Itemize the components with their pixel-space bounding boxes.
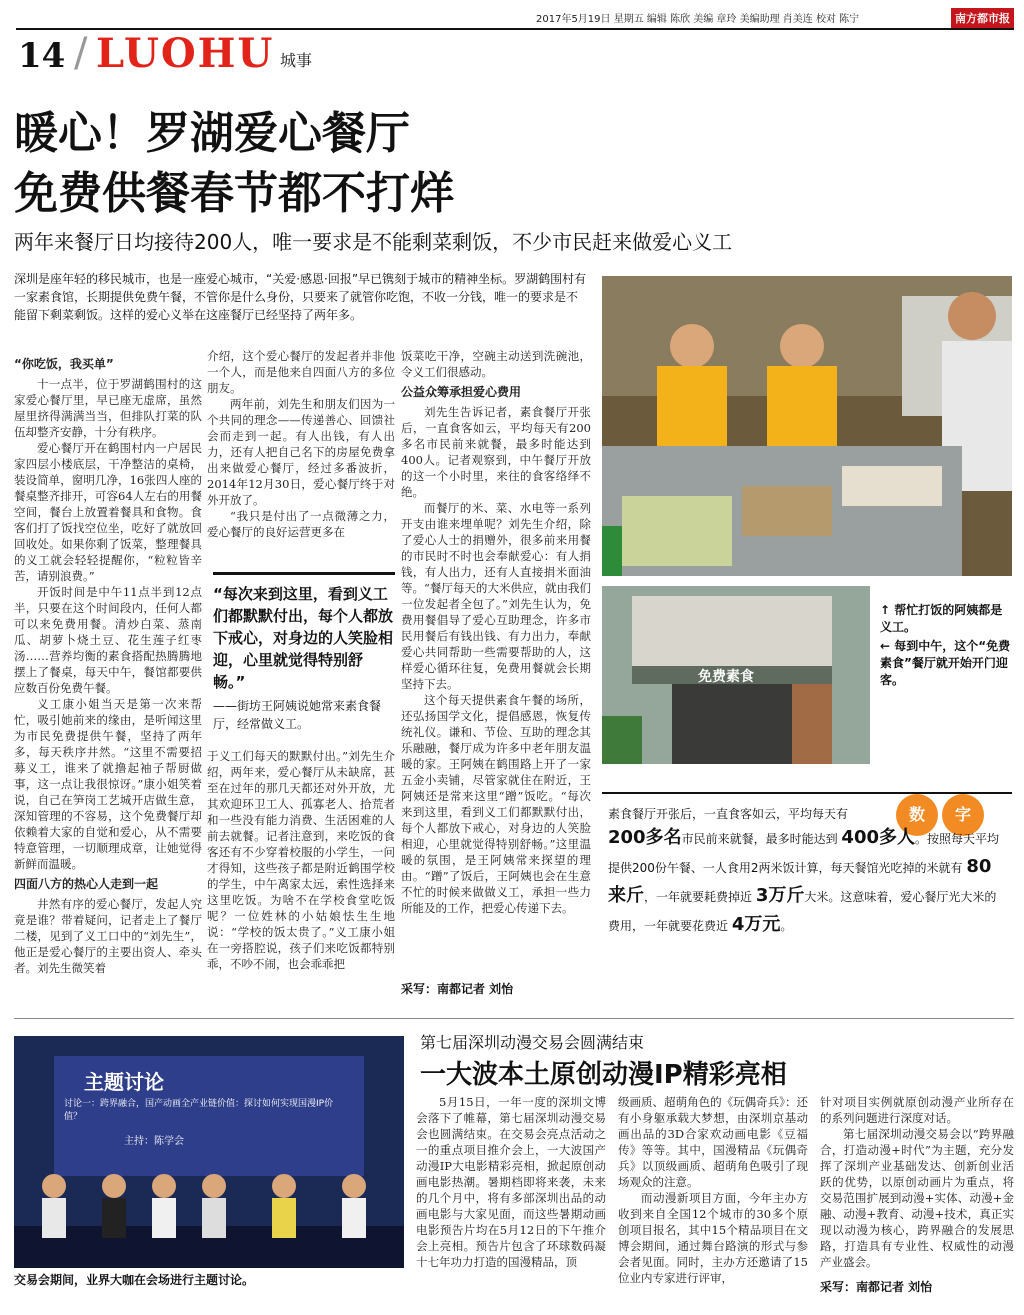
headline-line-2: 免费供餐春节都不打烊 bbox=[14, 168, 454, 219]
badge-shu: 数 bbox=[896, 794, 938, 836]
paragraph: 这个每天提供素食午餐的场所，还弘扬国学文化，提倡感恩，恢复传统礼仪。谦和、节俭、互助的理念其乐融融，餐厅成为许多中老年朋友温暖的家。王阿姨在鹤围路上开了一家五金小卖铺，尽管家就住在附近，王阿姨还是常来这里“蹭”饭吃。“每次来到这里，看到义工们都默默付出，每个人都放下戒心，对身边的人笑脸相迎，心里就觉得特别舒畅。”这里温暖的氛围，是王阿姨常来探望的理由。“蹭”了饭后，王阿姨也会在生意不忙的时候来做做义工，承担一些力所能及的工作，把爱心传递下去。 bbox=[401, 693, 591, 915]
section-subtitle: 城事 bbox=[280, 51, 313, 70]
byline: 采写：南都记者 刘怡 bbox=[401, 982, 514, 996]
lead-paragraph: 深圳是座年轻的移民城市，也是一座爱心城市，“关爱·感恩·回报”早已镌刻于城市的精神坐标。罗湖鹤围村有一家素食馆，长期提供免费午餐，不管你是什么身份，只要来了就管你吃饱，不收一分钱，唯一的要求是不能留下剩菜剩饭。这样的爱心义举在这座餐厅已经坚持了两年多。 bbox=[14, 272, 587, 322]
article2-column-3 bbox=[820, 1094, 1014, 1274]
stage-title: 主题讨论 bbox=[84, 1070, 164, 1094]
article-column-2-bottom bbox=[207, 748, 395, 1010]
paragraph: 5月15日，一年一度的深圳文博会落下了帷幕，第七届深圳动漫交易会也圆满结束。在交易会亮点活动之一的重点项目推介会上，一大波国产动漫IP大电影精彩亮相，掀起原创动画电影热潮。暑期档即将来袭，未来的几个月中，将有多部深圳出品的动画电影与大家见面，而这些暑期动画电影预告片均在5月12日的下午推介会上亮相。预告片包含了环球数码凝十七年功力打造的国漫精品，顶 bbox=[416, 1095, 606, 1269]
stage-subtitle: 讨论一：跨界融合，国产动画全产业链价值：探讨如何实现国漫IP价值？ bbox=[64, 1099, 334, 1122]
fact-text: 市民前来就餐，最多时能达到 bbox=[681, 832, 838, 846]
fact-number: 200多名 bbox=[608, 827, 682, 848]
photo-caption-1: ↑ 帮忙打饭的阿姨都是义工。 bbox=[880, 603, 1003, 634]
forum-caption: 交易会期间，业界大咖在会场进行主题讨论。 bbox=[14, 1273, 255, 1287]
fact-text: ，一年就要耗费掉近 bbox=[644, 890, 753, 904]
paragraph: 开饭时间是中午11点半到12点半，只要在这个时间段内，任何人都可以来免费用餐。清炒白菜、蒸南瓜、胡萝卜烧土豆、花生莲子红枣汤……营养均衡的素食搭配热腾腾地摆上了餐桌，每天中午，餐馆都要供应数百份免费午餐。 bbox=[14, 585, 202, 695]
section-divider bbox=[14, 1018, 1014, 1019]
factbox-text-2 bbox=[608, 824, 1008, 940]
forum-illustration bbox=[14, 1036, 404, 1268]
fact-number: 400多人 bbox=[841, 827, 915, 848]
fact-number: 3万斤 bbox=[755, 885, 805, 906]
paragraph: 义工康小姐当天是第一次来帮忙，吸引她前来的缘由，是听闻这里为市民免费提供午餐，坚持了两年多，每天秩序井然。“这里不需要招募义工，谁来了就撸起袖子帮厨做事，这一点让我很惊讶。”康小姐笑着说，自己在笋岗工艺城开店做生意，深知管理的不容易，这个免费餐厅却依赖着大家的自觉和爱心，从不需要特意管理，一切顺理成章，让她觉得新鲜而温暖。 bbox=[14, 697, 202, 871]
canteen-photo bbox=[602, 276, 1012, 576]
paragraph: 刘先生告诉记者，素食餐厅开张后，一直食客如云，平均每天有200多名市民前来就餐，最多时能达到400人。记者观察到，中午餐厅开放的这一个小时里，来往的食客络绎不绝。 bbox=[401, 405, 591, 499]
canteen-illustration bbox=[602, 276, 1012, 576]
storefront-photo bbox=[602, 586, 870, 764]
article-column-2-top bbox=[207, 348, 395, 566]
paragraph: 井然有序的爱心餐厅，发起人究竟是谁？带着疑问，记者走上了餐厅二楼，见到了义工口中的“刘先生”，他正是爱心餐厅的主要出资人、牵头者。刘先生微笑着 bbox=[14, 897, 202, 975]
article2-preheadline: 第七届深圳动漫交易会圆满结束 bbox=[420, 1033, 645, 1052]
subheadline: 两年来餐厅日均接待200人，唯一要求是不能剩菜剩饭，不少市民赶来做爱心义工 bbox=[14, 230, 733, 254]
article2-column-2 bbox=[618, 1094, 808, 1294]
article2-headline: 一大波本土原创动漫IP精彩亮相 bbox=[420, 1060, 787, 1090]
paragraph: 于义工们每天的默默付出。”刘先生介绍，两年来，爱心餐厅从未缺席，甚至在过年的那几天都还对外开放，尤其欢迎环卫工人、孤寡老人、拾荒者和一些没有能力消费、生活困难的人前去就餐。记者注意到，来吃饭的食客还有不少穿着校服的小学生，一问才得知，这些孩子都是附近鹤围学校的学生，中午离家太远，索性选择来这里吃饭。为啥不在学校食堂吃饭呢？一位姓林的小姑娘怯生生地说：“学校的饭太贵了。”义工康小姐在一旁搭腔说，孩子们来吃饭都特别乖，不吵不闹，也会乖乖把 bbox=[207, 749, 395, 971]
page-number: 14 bbox=[18, 36, 66, 76]
paper-logo: 南方都市报 bbox=[951, 8, 1014, 28]
paragraph: “我只是付出了一点微薄之力，爱心餐厅的良好运营更多在 bbox=[207, 509, 395, 539]
article2-column-1 bbox=[416, 1094, 606, 1294]
paragraph: 爱心餐厅开在鹤围村内一户居民家四层小楼底层，干净整洁的桌椅，装设简单，窗明几净，16张四人座的餐桌整齐排开，可容64人左右的用餐空间，餐台上放置着餐具和食物。食客们打了饭找空位坐，吃好了就放回回收处。如果你剩了饭菜，整理餐具的义工就会轻轻提醒你，“粒粒皆辛苦，请别浪费。” bbox=[14, 441, 202, 583]
fact-text: 。按照每天平均提供200份午餐、一人食用2两米饭计算，每天餐馆光吃掉的米就有 bbox=[608, 832, 1000, 875]
headline-line-1: 暖心！罗湖爱心餐厅 bbox=[14, 108, 410, 159]
numbers-factbox bbox=[602, 792, 1012, 1010]
storefront-sign: 免费素食 bbox=[698, 669, 754, 685]
subtitle-3: 公益众筹承担爱心费用 bbox=[401, 385, 522, 399]
article2-byline: 采写：南都记者 刘怡 bbox=[820, 1280, 933, 1294]
paragraph: 饭菜吃干净，空碗主动送到洗碗池，令义工们很感动。 bbox=[401, 349, 591, 379]
paragraph: 十一点半，位于罗湖鹤围村的这家爱心餐厅里，早已座无虚席，虽然屋里挤得满满当当，但排队打菜的队伍却整齐安静，十分有秩序。 bbox=[14, 377, 202, 439]
paragraph: 针对项目实例就原创动漫产业所存在的系列问题进行深度对话。 bbox=[820, 1095, 1014, 1125]
fact-number: 4万元 bbox=[731, 914, 781, 935]
section-name: LUOHU bbox=[96, 30, 275, 77]
subtitle-2: 四面八方的热心人走到一起 bbox=[14, 877, 159, 891]
main-headline bbox=[14, 104, 614, 224]
forum-photo bbox=[14, 1036, 404, 1268]
fact-number: 80来斤 bbox=[608, 856, 992, 906]
photo-caption-2: ← 每到中午，这个“免费素食”餐厅就开始开门迎客。 bbox=[880, 639, 1011, 687]
pull-quote bbox=[213, 572, 395, 733]
paragraph: 而餐厅的米、菜、水电等一系列开支由谁来埋单呢？刘先生介绍，除了爱心人士的捐赠外，很多前来用餐的市民时不时也会奉献爱心：有人捐钱，有人出力，还有人直接捐米面油等。“餐厅每天的大米供应，就由我们一位发起者全包了。”刘先生认为，免费用餐倡导了爱心互助理念，许多市民用餐后有钱出钱、有力出力，奉献爱心共同帮助一些需要帮助的人，这样爱心循环往复，免费用餐就会长期坚持下去。 bbox=[401, 501, 591, 691]
paragraph: 介绍，这个爱心餐厅的发起者并非他一个人，而是他来自四面八方的多位朋友。 bbox=[207, 349, 395, 395]
masthead-bar bbox=[16, 6, 1014, 30]
paragraph: 级画质、超萌角色的《玩偶奇兵》：还有小身躯承载大梦想，由深圳京基动画出品的3D合家欢动画电影《豆福传》等等。其中，国漫精品《玩偶奇兵》以顶级画质、超萌角色吸引了现场观众的注意。 bbox=[618, 1095, 808, 1189]
paragraph: 两年前，刘先生和朋友们因为一个共同的理念——传递善心、回馈社会而走到一起。有人出钱，有人出力，还有人把自己名下的房屋免费拿出来做爱心餐厅，经过多番波折，2014年12月30日，爱心餐厅终于对外开放了。 bbox=[207, 397, 395, 507]
subtitle-1: “你吃饭，我买单” bbox=[14, 357, 114, 371]
pull-quote-text: “每次来到这里，看到义工们都默默付出，每个人都放下戒心，对身边的人笑脸相迎，心里就觉得特别舒畅。” bbox=[213, 585, 394, 691]
badge-zi: 字 bbox=[942, 794, 984, 836]
issue-info: 2017年5月19日 星期五 编辑 陈欣 美编 章玲 美编助理 肖美连 校对 陈宁 bbox=[536, 14, 860, 25]
stage-host: 主持：陈学会 bbox=[124, 1136, 184, 1147]
paragraph: 第七届深圳动漫交易会以“跨界融合，打造动漫+时代”为主题，充分发挥了深圳产业基础发达、创新创业活跃的优势，以原创动画片为重点，将交易范围扩展到动漫+实体、动漫+金融、动漫+教育、动漫+技术，真正实现以动漫为核心，跨界融合的发展思路，打造具有专业性、权威性的动漫产业盛会。 bbox=[820, 1127, 1014, 1269]
fact-text: 。 bbox=[780, 919, 793, 933]
pull-quote-source: ——街坊王阿姨说她常来素食餐厅，经常做义工。 bbox=[213, 699, 382, 731]
paragraph: 而动漫新项目方面，今年主办方收到来自全国12个城市的30多个原创项目报名，其中15个精品项目在文博会期间，通过舞台路演的形式与参会者见面。同时，主办方还邀请了15位业内专家进行评审， bbox=[618, 1191, 808, 1285]
fact-text: 大米。这意味着，爱心餐厅光大米的费用，一年就要花费近 bbox=[608, 890, 997, 933]
fact-text: 素食餐厅开张后，一直食客如云，平均每天有 bbox=[608, 807, 849, 821]
article-column-3 bbox=[401, 348, 591, 998]
article-column-1 bbox=[14, 352, 202, 1012]
slash-divider: / bbox=[74, 30, 88, 76]
